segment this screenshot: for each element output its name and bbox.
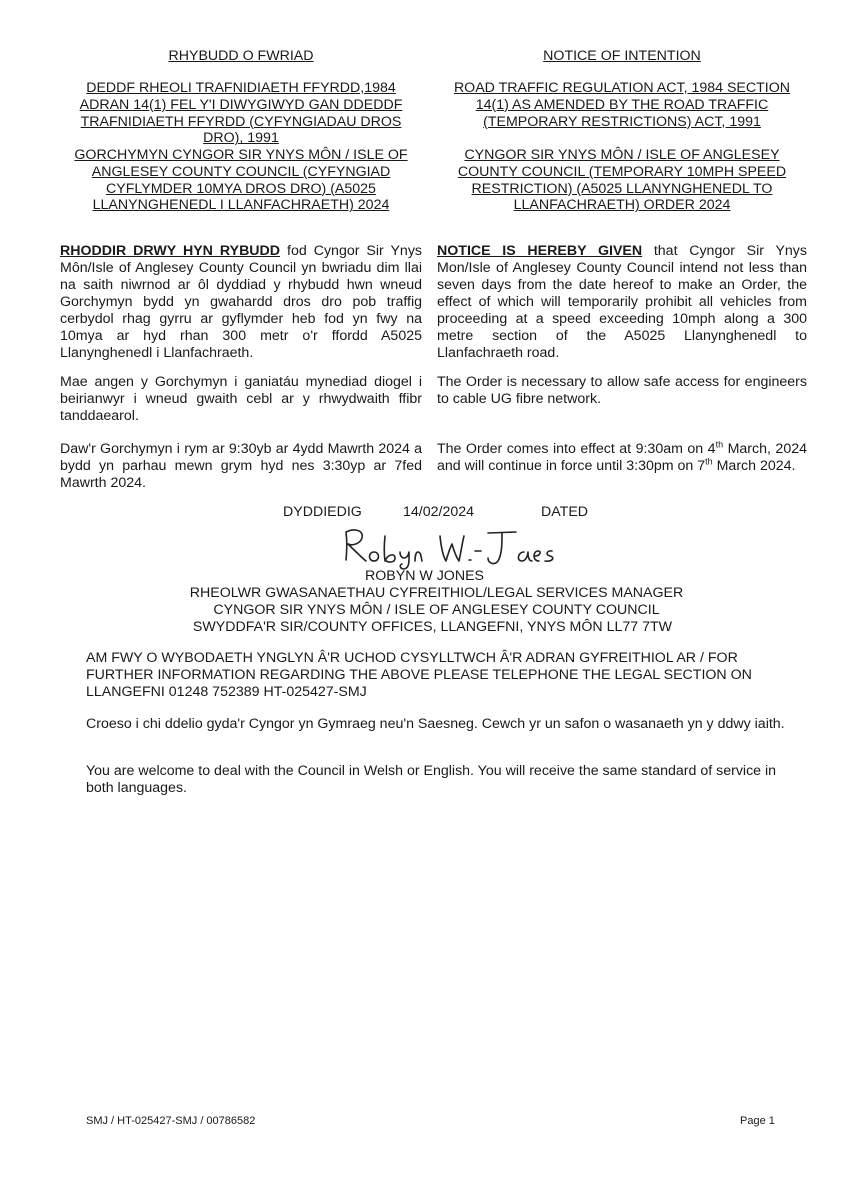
dated-welsh-label: DYDDIEDIG	[283, 504, 362, 520]
english-effect-part: The Order comes into effect at 9:30am on 4	[437, 441, 716, 457]
handwritten-signature	[338, 524, 570, 570]
english-order-title: CYNGOR SIR YNYS MÔN / ISLE OF ANGLESEY COUNTY COUNCIL (TEMPORARY 10MPH SPEED RESTRICTION) (A5025 LLANYNGHENEDL TO LLANFACHRAETH) ORDER 2024	[457, 147, 787, 214]
welsh-heading: RHYBUDD O FWRIAD	[168, 48, 314, 64]
signatory-council: CYNGOR SIR YNYS MÔN / ISLE OF ANGLESEY COUNTY COUNCIL	[213, 602, 660, 618]
welsh-reason-paragraph: Mae angen y Gorchymyn i ganiatáu mynediad diogel i beirianwyr i wneud gwaith cebl ar y rhwydwaith ffibr tanddaearol.	[60, 374, 422, 424]
signatory-name: ROBYN W JONES	[364, 568, 485, 584]
english-notice-paragraph	[437, 243, 807, 362]
welsh-order-title: GORCHYMYN CYNGOR SIR YNYS MÔN / ISLE OF ANGLESEY COUNTY COUNCIL (CYFYNGIAD CYFLYMDER 10MYA DROS DRO) (A5025 LLANYNGHENEDL I LLANFACHRAETH) 2024	[74, 147, 408, 214]
welsh-effect-paragraph: Daw'r Gorchymyn i rym ar 9:30yb ar 4ydd Mawrth 2024 a bydd yn parhau mewn grym hyd nes 3:30yp ar 7fed Mawrth 2024.	[60, 441, 422, 491]
english-effect-part: March 2024.	[712, 458, 796, 474]
dated-row	[0, 504, 849, 522]
footer-reference: SMJ / HT-025427-SMJ / 00786582	[86, 1115, 256, 1127]
english-effect-paragraph	[437, 441, 807, 475]
signatory-address: SWYDDFA'R SIR/COUNTY OFFICES, LLANGEFNI, YNYS MÔN LL77 7TW	[192, 619, 673, 635]
welsh-notice-lead: RHODDIR DRWY HYN RYBUDD	[60, 243, 281, 259]
further-information: AM FWY O WYBODAETH YNGLYN Â'R UCHOD CYSYLLTWCH Â'R ADRAN GYFREITHIOL AR / FOR FURTHER INFORMATION REGARDING THE ABOVE PLEASE TELEPHONE THE LEGAL SECTION ON LLANGEFNI 01248 752389 HT-025427-SMJ	[86, 650, 752, 700]
page-number: Page 1	[740, 1115, 775, 1127]
english-notice-body: that Cyngor Sir Ynys Mon/Isle of Anglesey County Council intend not less than seven days from the date hereof to make an Order, the effect of which will temporarily prohibit all vehicles from proceeding at a speed exceeding 10mph along a 300 metre section of the A5025 Llanynghenedl to Llanfachraeth road.	[437, 243, 807, 361]
english-effect-part: March, 2024 and will continue in force until 3:30pm on 7	[437, 441, 807, 474]
signatory-block	[0, 568, 849, 636]
english-heading: NOTICE OF INTENTION	[543, 48, 701, 64]
welsh-notice-paragraph	[60, 243, 422, 362]
english-notice-lead: NOTICE IS HEREBY GIVEN	[437, 243, 643, 259]
welsh-notice-body: fod Cyngor Sir Ynys Môn/Isle of Anglesey County Council yn bwriadu dim llai na saith niwrnod ar ôl dyddiad y rhybudd hwn wneud Gorchymyn bydd yn gwahardd dros dro pob traffig cerbydol rhag gyrru ar gyflymder heb fod yn fwy na 10mya ar hyd rhan 300 metr o'r ffordd A5025 Llanynghenedl i Llanfachraeth.	[60, 243, 423, 361]
english-act-title: ROAD TRAFFIC REGULATION ACT, 1984 SECTION 14(1) AS AMENDED BY THE ROAD TRAFFIC (TEMPORARY RESTRICTIONS) ACT, 1991	[453, 80, 791, 130]
dated-date: 14/02/2024	[403, 504, 475, 520]
english-language-statement: You are welcome to deal with the Council in Welsh or English. You will receive the same standard of service in both languages.	[86, 763, 777, 796]
english-effect-ordinal: th	[705, 456, 713, 467]
welsh-language-statement: Croeso i chi ddelio gyda'r Cyngor yn Gymraeg neu'n Saesneg. Cewch yr un safon o wasanaeth yn y ddwy iaith.	[86, 716, 785, 732]
signatory-role: RHEOLWR GWASANAETHAU CYFREITHIOL/LEGAL SERVICES MANAGER	[189, 585, 684, 601]
welsh-act-title: DEDDF RHEOLI TRAFNIDIAETH FFYRDD,1984 ADRAN 14(1) FEL Y'I DIWYGIWYD GAN DDEDDF TRAFNIDIAETH FFYRDD (CYFYNGIADAU DROS DRO), 1991	[79, 80, 403, 147]
dated-english-label: DATED	[541, 504, 589, 520]
english-reason-paragraph: The Order is necessary to allow safe access for engineers to cable UG fibre network.	[437, 374, 807, 407]
english-effect-ordinal: th	[715, 439, 724, 450]
